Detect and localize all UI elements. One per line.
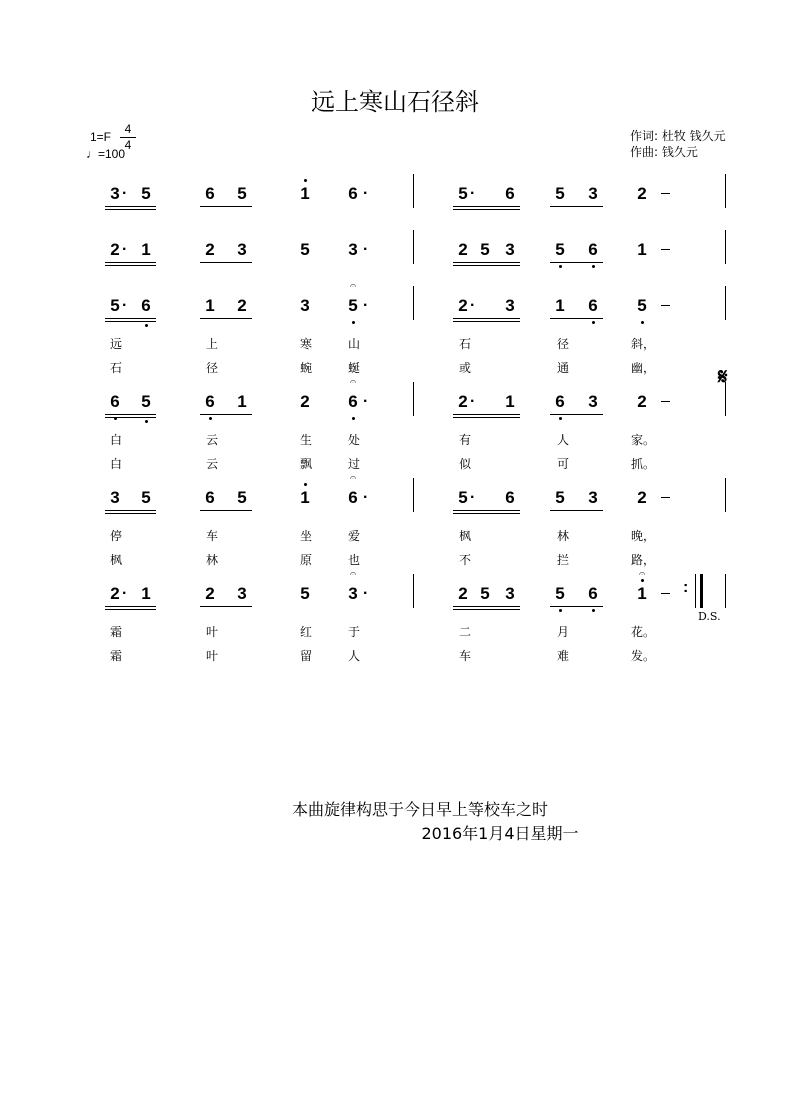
- octave-up-dot: [304, 179, 307, 182]
- lyric-syllable: 拦: [556, 553, 569, 567]
- barline-thick: [700, 574, 703, 608]
- lyric-syllable: 原: [299, 553, 312, 567]
- note: 2: [637, 488, 647, 507]
- lyric-syllable: 白: [109, 457, 122, 471]
- underline-beam: [550, 510, 603, 511]
- augmentation-dot: ·: [363, 489, 369, 506]
- lyric-syllable: 不: [458, 553, 471, 567]
- fermata-icon: 𝄐: [349, 568, 357, 580]
- lyric-syllable: 云: [205, 457, 218, 471]
- augmentation-dot: ·: [363, 393, 369, 410]
- augmentation-dot: ·: [363, 297, 369, 314]
- note: 3: [300, 296, 310, 315]
- note: 6: [348, 184, 358, 203]
- augmentation-dot: ·: [122, 297, 128, 314]
- note: 5: [300, 240, 310, 259]
- augmentation-dot: ·: [122, 241, 128, 258]
- lyric-syllable: 于: [347, 625, 360, 639]
- lyric-syllable: 径: [556, 337, 569, 351]
- note: 3: [110, 184, 120, 203]
- barline: [725, 174, 726, 208]
- octave-down-dot: [145, 324, 148, 327]
- note: 5: [480, 584, 490, 603]
- note: 5: [637, 296, 647, 315]
- lyric-syllable: 可: [556, 457, 569, 471]
- note: 3: [237, 584, 247, 603]
- note: 5: [555, 488, 565, 507]
- note: 6: [205, 488, 215, 507]
- lyric-syllable: 云: [205, 433, 218, 447]
- note: 6: [348, 488, 358, 507]
- quarter-note-icon: ♩: [86, 147, 98, 161]
- key-signature: 1=F: [90, 130, 112, 144]
- lyric-syllable: 林: [556, 529, 569, 543]
- lyric-syllable: 或: [458, 361, 471, 375]
- lyric-syllable: 斜，: [631, 337, 656, 351]
- lyric-syllable: 难: [556, 649, 569, 663]
- lyric-syllable: 人: [347, 649, 360, 663]
- fermata-icon: 𝄐: [349, 376, 357, 388]
- underline-beam: [453, 206, 520, 207]
- note: 5: [141, 184, 151, 203]
- underline-beam: [200, 510, 252, 511]
- lyric-syllable: 抓。: [631, 457, 656, 471]
- underline-beam: [550, 206, 603, 207]
- octave-down-dot: [145, 420, 148, 423]
- note: 2: [110, 240, 120, 259]
- lyric-syllable: 家。: [631, 433, 656, 447]
- underline-beam: [200, 318, 252, 319]
- underline-beam: [105, 321, 156, 322]
- credits: [630, 128, 726, 160]
- barline: [413, 382, 414, 416]
- note: 5: [141, 392, 151, 411]
- octave-down-dot: [592, 609, 595, 612]
- lyric-syllable: 霜: [109, 625, 122, 639]
- lyric-syllable: 叶: [205, 649, 218, 663]
- underline-beam: [453, 513, 520, 514]
- lyric-syllable: 蜒: [347, 361, 360, 375]
- note: 2: [637, 184, 647, 203]
- barline: [725, 478, 726, 512]
- augmentation-dot: ·: [122, 185, 128, 202]
- lyric-syllable: 山: [347, 337, 360, 351]
- octave-down-dot: [559, 417, 562, 420]
- augmentation-dot: ·: [363, 185, 369, 202]
- lyric-syllable: 通: [556, 361, 569, 375]
- note: 2: [110, 584, 120, 603]
- lyric-syllable: 幽，: [631, 361, 656, 375]
- lyric-syllable: 霜: [109, 649, 122, 663]
- underline-beam: [453, 262, 520, 263]
- barline: [725, 286, 726, 320]
- note: 5: [480, 240, 490, 259]
- underline-beam: [550, 262, 603, 263]
- lyric-syllable: 蜿: [299, 361, 312, 375]
- extension-dash: [661, 193, 670, 194]
- underline-beam: [453, 414, 520, 415]
- lyric-syllable: 远: [109, 337, 122, 351]
- note: 6: [588, 296, 598, 315]
- underline-beam: [105, 510, 156, 511]
- octave-down-dot: [592, 265, 595, 268]
- note: 3: [588, 392, 598, 411]
- note: 5: [458, 488, 468, 507]
- note: 3: [588, 488, 598, 507]
- underline-beam: [200, 414, 252, 415]
- note: 1: [141, 240, 151, 259]
- barline: [413, 174, 414, 208]
- underline-beam: [200, 606, 252, 607]
- song-title: 远上寒山石径斜: [311, 88, 479, 116]
- note: 2: [458, 296, 468, 315]
- note: 6: [141, 296, 151, 315]
- underline-beam: [105, 262, 156, 263]
- barline: [725, 230, 726, 264]
- fermata-icon: 𝄐: [349, 472, 357, 484]
- note: 2: [637, 392, 647, 411]
- note: 6: [588, 584, 598, 603]
- note: 3: [588, 184, 598, 203]
- underline-beam: [105, 209, 156, 210]
- lyric-syllable: 坐: [299, 529, 312, 543]
- note: 2: [458, 392, 468, 411]
- barline: [725, 574, 726, 608]
- lyric-syllable: 人: [556, 433, 569, 447]
- lyric-syllable: 留: [299, 649, 312, 663]
- note: 3: [505, 584, 515, 603]
- augmentation-dot: ·: [470, 297, 476, 314]
- underline-beam: [453, 265, 520, 266]
- note: 2: [205, 584, 215, 603]
- lyric-syllable: 也: [347, 553, 360, 567]
- extension-dash: [661, 593, 670, 594]
- extension-dash: [661, 249, 670, 250]
- footer-date: 2016年1月4日星期一: [421, 824, 579, 843]
- underline-beam: [105, 318, 156, 319]
- note: 3: [110, 488, 120, 507]
- underline-beam: [453, 417, 520, 418]
- barline: [695, 574, 696, 608]
- octave-down-dot: [641, 321, 644, 324]
- underline-beam: [453, 318, 520, 319]
- note: 2: [205, 240, 215, 259]
- extension-dash: [661, 305, 670, 306]
- note: 6: [505, 488, 515, 507]
- note: 6: [205, 184, 215, 203]
- note: 2: [458, 584, 468, 603]
- barline: [413, 574, 414, 608]
- octave-down-dot: [592, 321, 595, 324]
- lyric-syllable: 路，: [631, 553, 656, 567]
- note: 5: [555, 584, 565, 603]
- underline-beam: [550, 318, 603, 319]
- extension-dash: [661, 401, 670, 402]
- fermata-icon: 𝄐: [638, 568, 646, 580]
- note: 6: [348, 392, 358, 411]
- underline-beam: [105, 609, 156, 610]
- lyric-syllable: 白: [109, 433, 122, 447]
- underline-beam: [550, 606, 603, 607]
- underline-beam: [453, 606, 520, 607]
- underline-beam: [105, 414, 156, 415]
- note: 1: [637, 584, 647, 603]
- note: 1: [300, 488, 310, 507]
- note: 2: [237, 296, 247, 315]
- underline-beam: [105, 606, 156, 607]
- note: 5: [348, 296, 358, 315]
- extension-dash: [661, 497, 670, 498]
- octave-down-dot: [352, 417, 355, 420]
- lyric-syllable: 似: [458, 457, 471, 471]
- note: 3: [348, 240, 358, 259]
- lyricist: 作词: 杜牧 钱久元: [630, 129, 726, 143]
- lyric-syllable: 停: [109, 529, 122, 543]
- note: 6: [555, 392, 565, 411]
- note: 5: [237, 184, 247, 203]
- lyric-syllable: 叶: [205, 625, 218, 639]
- note: 1: [555, 296, 565, 315]
- segno-icon: 𝄋: [718, 364, 728, 390]
- note: 1: [505, 392, 515, 411]
- note: 6: [588, 240, 598, 259]
- augmentation-dot: ·: [470, 489, 476, 506]
- augmentation-dot: ·: [470, 393, 476, 410]
- note: 1: [300, 184, 310, 203]
- note: 5: [110, 296, 120, 315]
- note: 5: [555, 240, 565, 259]
- lyric-syllable: 寒: [299, 337, 312, 351]
- underline-beam: [105, 265, 156, 266]
- tempo-marking: [86, 147, 125, 161]
- underline-beam: [105, 206, 156, 207]
- underline-beam: [453, 510, 520, 511]
- lyric-syllable: 车: [458, 649, 471, 663]
- note: 6: [205, 392, 215, 411]
- lyric-syllable: 二: [458, 625, 471, 639]
- note: 1: [141, 584, 151, 603]
- lyric-syllable: 枫: [109, 553, 122, 567]
- composer: 作曲: 钱久元: [630, 145, 698, 159]
- lyric-syllable: 石: [458, 337, 471, 351]
- lyric-syllable: 红: [299, 625, 312, 639]
- time-signature-bottom: 4: [124, 138, 132, 152]
- barline: [413, 478, 414, 512]
- underline-beam: [105, 417, 156, 418]
- note: 5: [141, 488, 151, 507]
- lyric-syllable: 石: [109, 361, 122, 375]
- tempo-value: =100: [98, 147, 126, 161]
- lyric-syllable: 枫: [458, 529, 471, 543]
- note: 1: [637, 240, 647, 259]
- octave-up-dot: [304, 483, 307, 486]
- note: 1: [237, 392, 247, 411]
- underline-beam: [453, 609, 520, 610]
- note: 5: [300, 584, 310, 603]
- underline-beam: [200, 206, 252, 207]
- note: 3: [348, 584, 358, 603]
- octave-down-dot: [352, 321, 355, 324]
- note: 5: [555, 184, 565, 203]
- lyric-syllable: 过: [347, 457, 360, 471]
- underline-beam: [105, 513, 156, 514]
- time-signature-top: 4: [120, 122, 136, 138]
- lyric-syllable: 晚，: [631, 529, 656, 543]
- barline: [413, 230, 414, 264]
- lyric-syllable: 有: [458, 433, 471, 447]
- note: 3: [237, 240, 247, 259]
- underline-beam: [453, 321, 520, 322]
- note: 1: [205, 296, 215, 315]
- augmentation-dot: ·: [363, 585, 369, 602]
- repeat-dot: :: [683, 579, 689, 596]
- barline: [413, 286, 414, 320]
- lyric-syllable: 车: [205, 529, 218, 543]
- underline-beam: [550, 414, 603, 415]
- lyric-syllable: 林: [205, 553, 218, 567]
- underline-beam: [200, 262, 252, 263]
- note: 3: [505, 296, 515, 315]
- lyric-syllable: 爱: [347, 529, 360, 543]
- lyric-syllable: 处: [347, 433, 360, 447]
- octave-down-dot: [559, 609, 562, 612]
- lyric-syllable: 发。: [631, 649, 656, 663]
- lyric-syllable: 上: [205, 337, 218, 351]
- lyric-syllable: 径: [205, 361, 218, 375]
- fermata-icon: 𝄐: [349, 280, 357, 292]
- note: 5: [458, 184, 468, 203]
- note: 3: [505, 240, 515, 259]
- lyric-syllable: 生: [299, 433, 312, 447]
- note: 6: [110, 392, 120, 411]
- note: 6: [505, 184, 515, 203]
- octave-down-dot: [559, 265, 562, 268]
- augmentation-dot: ·: [122, 585, 128, 602]
- ds-marking: D.S.: [698, 610, 721, 623]
- augmentation-dot: ·: [470, 185, 476, 202]
- note: 5: [237, 488, 247, 507]
- octave-down-dot: [209, 417, 212, 420]
- footer-note: 本曲旋律构思于今日早上等校车之时: [291, 800, 548, 819]
- augmentation-dot: ·: [363, 241, 369, 258]
- note: 2: [300, 392, 310, 411]
- lyric-syllable: 花。: [631, 625, 656, 639]
- note: 2: [458, 240, 468, 259]
- lyric-syllable: 月: [556, 625, 569, 639]
- lyric-syllable: 飘: [299, 457, 312, 471]
- underline-beam: [453, 209, 520, 210]
